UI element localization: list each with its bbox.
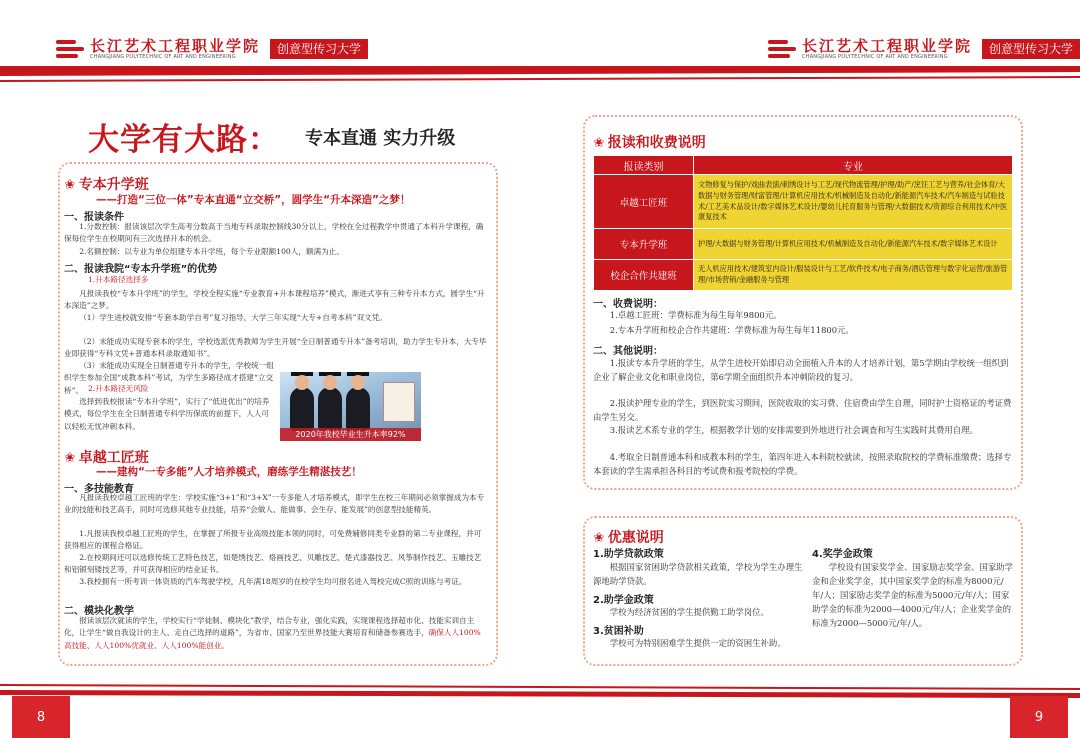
header-slogan: 创意型传习大学 [270, 39, 368, 59]
heading-conditions: 一、报读条件 [64, 212, 124, 223]
paragraph: 1.分数控制：报读该层次学生高考分数高于当地专科录取控制线30分以上，学校在全过程教学中贯通了本科升学课程，确保每位学生在校期间有三次选择升本的机会。 [64, 222, 484, 244]
heading-fees: 一、收费说明： [593, 299, 663, 310]
heading-grant: 2.助学金政策 [593, 595, 654, 606]
heading-modular: 二、模块化教学 [64, 606, 134, 617]
college-logo-icon [768, 38, 796, 60]
header-logo-right [768, 36, 1080, 62]
heading-scholarship: 4.奖学金政策 [812, 549, 873, 560]
main-subtitle: 专本直通 实力升级 [305, 128, 456, 149]
heading-advantages: 二、报读我院“专本升学班”的优势 [64, 264, 218, 275]
paragraph: （2）未能成功实现专套本的学生，学校选派优秀教师为学生开展“全日制普通专升本”备考培训，助力学生专升本，大专毕业即获得“专科文凭+普通本科录取通知书”。 [64, 337, 487, 359]
logo-english-name: CHANGJIANG POLYTECHNIC OF ART AND ENGINEERING [802, 53, 948, 60]
heading-subsidy: 3.贫困补助 [593, 626, 644, 637]
paragraph: 3.我校拥有一所考训一体资质的汽车驾驶学校，凡年满18周岁的在校学生均可报名进入驾校完成C照的训练与考证。 [79, 577, 467, 586]
table-header: 报读类别 [594, 156, 694, 175]
logo-english-name: CHANGJIANG POLYTECHNIC OF ART AND ENGINEERING [90, 53, 236, 60]
table-row [594, 175, 1013, 229]
star-icon: ✬ [64, 450, 76, 466]
section-subtitle-zhuanben: ——打造“三位一体”专本直通“立交桥”，圆学生“升本深造”之梦！ [96, 194, 411, 206]
section-title-fees: ✬ 报读和收费说明 [593, 135, 706, 151]
paragraph: 选择到我校报读“专本升学班”，实行了“低进优出”的培养模式，每位学生在全日制普通专科学历保底的前提下，人人可以轻松无忧冲刺本科。 [64, 397, 270, 431]
paragraph: 2.在校期间还可以选修传统工艺特色技艺，如楚绣技艺、烙画技艺、贝雕技艺、楚式漆器技艺、风筝制作技艺、玉雕技艺和铝锻刻镂技艺等，并可获得相应的结业证书。 [64, 553, 482, 575]
heading-loan: 1.助学贷款政策 [593, 549, 664, 560]
table-cell-majors: 无人机应用技术/建筑室内设计/服装设计与工艺/软件技术/电子商务/酒店管理与数字化运营/旅游管理/市场营销/金融服务与管理 [694, 260, 1013, 291]
paragraph: （3）未能成功实现全日制普通专升本的学生，学校统一组织学生参加全国“成教本科”考试，为学生多路径成才搭建“立交桥”。 [64, 361, 274, 395]
paragraph: 2.专本升学班和校企合作共建班：学费标准为每生每年11800元。 [609, 325, 854, 335]
highlight-text: 确保人人100%高技能、人人100%优就业、人人100%能创业。 [64, 628, 481, 650]
section-title-zhuanben: ✬ 专本升学班 [64, 177, 149, 193]
main-title: 大学有大路： [88, 122, 280, 158]
footer-stripes [0, 684, 1080, 698]
paragraph: 凡报读我校卓越工匠班的学生：学校实施“3+1”和“3+X”一专多能人才培养模式，即学生在校三年期间必须掌握成为本专业的技能和技艺高手，同时可选修其他专业技能，培养“会做人、能做事、会生存、能发展”的创意型技能精英。 [64, 493, 485, 515]
table-cell-category: 校企合作共建班 [594, 260, 694, 291]
paragraph: 1.卓越工匠班：学费标准为每生每年9800元。 [609, 310, 782, 320]
certificate-image [383, 382, 415, 422]
red-subheading: 2.升本路径无风险 [88, 384, 149, 393]
table-header: 专业 [694, 156, 1013, 175]
paragraph [64, 615, 488, 652]
paragraph: 学校为经济贫困的学生提供勤工助学岗位。 [609, 607, 769, 617]
star-icon: ✬ [64, 177, 76, 193]
photo-caption: 2020年我校毕业生升本率92% [280, 428, 421, 441]
paragraph: 学校可为特别困难学生提供一定的资困生补助。 [609, 638, 786, 648]
paragraph: （1）学生进校就安排“专套本助学自考”复习指导，大学三年实现“大专+自考本科”双文凭。 [79, 313, 387, 322]
header-logo-left [56, 36, 368, 62]
paragraph-text: 报读该层次就读的学生，学校实行“学徒制、模块化”教学，结合专业，强化实践，实现课程选择超市化、技能实训自主化，让学生“做自我设计的主人、走自己选择的道路”，为省市、国家乃至世界技能大赛培育和储备参赛选手， [64, 616, 475, 638]
star-icon: ✬ [593, 530, 605, 546]
table-cell-majors: 文物修复与保护/戏曲表演/刺绣设计与工艺/现代物流管理/护理/助产/烹饪工艺与营养/社会体育/大数据与财务管理/财富管理/计算机应用技术/机械制造及自动化/新能源汽车技术/汽车制造与试验技术/工艺美术品设计/数字媒体艺术设计/婴幼儿托育服务与管理/大数据技术/资源综合利用技术/中医康复技术 [694, 175, 1013, 229]
section-title-discount: ✬ 优惠说明 [593, 530, 664, 546]
table-header-row [594, 156, 1013, 175]
red-subheading: 1.升本路径选择多 [88, 275, 149, 284]
graduates-photo [280, 372, 421, 441]
header-stripes [0, 66, 1080, 88]
paragraph: 1.报读专本升学班的学生，从学生进校开始即启动全面植入升本的人才培养计划，第5学期由学校统一组织到企业了解企业文化和职业岗位，第6学期全面组织升本冲刺阶段的复习。 [593, 358, 1009, 382]
majors-table [593, 155, 1013, 291]
paragraph: 1.凡报读我校卓越工匠班的学生，在掌握了所报专业高级技能本领的同时，可免费辅修同类专业群的第二专业课程，并可获得相应的课程合格证。 [64, 529, 482, 551]
logo-chinese-name: 长江艺术工程职业学院 [90, 36, 261, 55]
paragraph: 凡报读我校“专本升学班”的学生，学校全程实施“专业教育+升本课程培养”模式，渐进式享有三种专升本方式，圆学生“升本深造”之梦。 [64, 289, 485, 311]
paragraph: 3.报读艺术系专业的学生，根据教学计划的安排需要到外地进行社会调查和写生实践时其费用自理。 [609, 425, 978, 435]
paragraph: 4.考取全日制普通本科和成教本科的学生，第四年进入本科院校就读，按照录取院校的学费标准缴费；选择专本套读的学生需承担各科目的考试费和报考院校的学费。 [593, 452, 1012, 476]
section-title-zhuoyue: ✬ 卓越工匠班 [64, 450, 149, 466]
table-cell-category: 卓越工匠班 [594, 175, 694, 229]
table-row [594, 229, 1013, 260]
star-icon: ✬ [593, 135, 605, 151]
paragraph: 根据国家贫困助学贷款相关政策，学校为学生办理生源地助学贷款。 [593, 562, 803, 586]
section-subtitle-zhuoyue: ——建构“一专多能”人才培养模式，磨练学生精湛技艺！ [96, 466, 362, 478]
paragraph: 学校设有国家奖学金、国家励志奖学金、国家助学金和企业奖学金，其中国家奖学金的标准为8000元/年/人；国家励志奖学金的标准为5000元/年/人；国家助学金的标准为2000—4000元/年/人；企业奖学金的标准为2000—5000元/年/人。 [812, 562, 1014, 628]
table-row [594, 260, 1013, 291]
paragraph: 2.名额控制：以专业为单位组建专本升学班，每个专业限额100人，额满为止。 [79, 247, 344, 256]
logo-chinese-name: 长江艺术工程职业学院 [802, 36, 973, 55]
page-number-right: 9 [1010, 696, 1068, 738]
table-cell-majors: 护理/大数据与财务管理/计算机应用技术/机械制造及自动化/新能源汽车技术/数字媒体艺术设计 [694, 229, 1013, 260]
paragraph: 2.报读护理专业的学生，到医院实习期间，医院收取的实习费、住宿费由学生自理，同时护士资格证的考证费由学生另交。 [593, 398, 1012, 422]
heading-multi-skill: 一、多技能教育 [64, 484, 134, 495]
table-cell-category: 专本升学班 [594, 229, 694, 260]
heading-other: 二、其他说明： [593, 346, 663, 357]
college-logo-icon [56, 38, 84, 60]
page-number-left: 8 [12, 696, 70, 738]
header-slogan: 创意型传习大学 [982, 39, 1080, 59]
